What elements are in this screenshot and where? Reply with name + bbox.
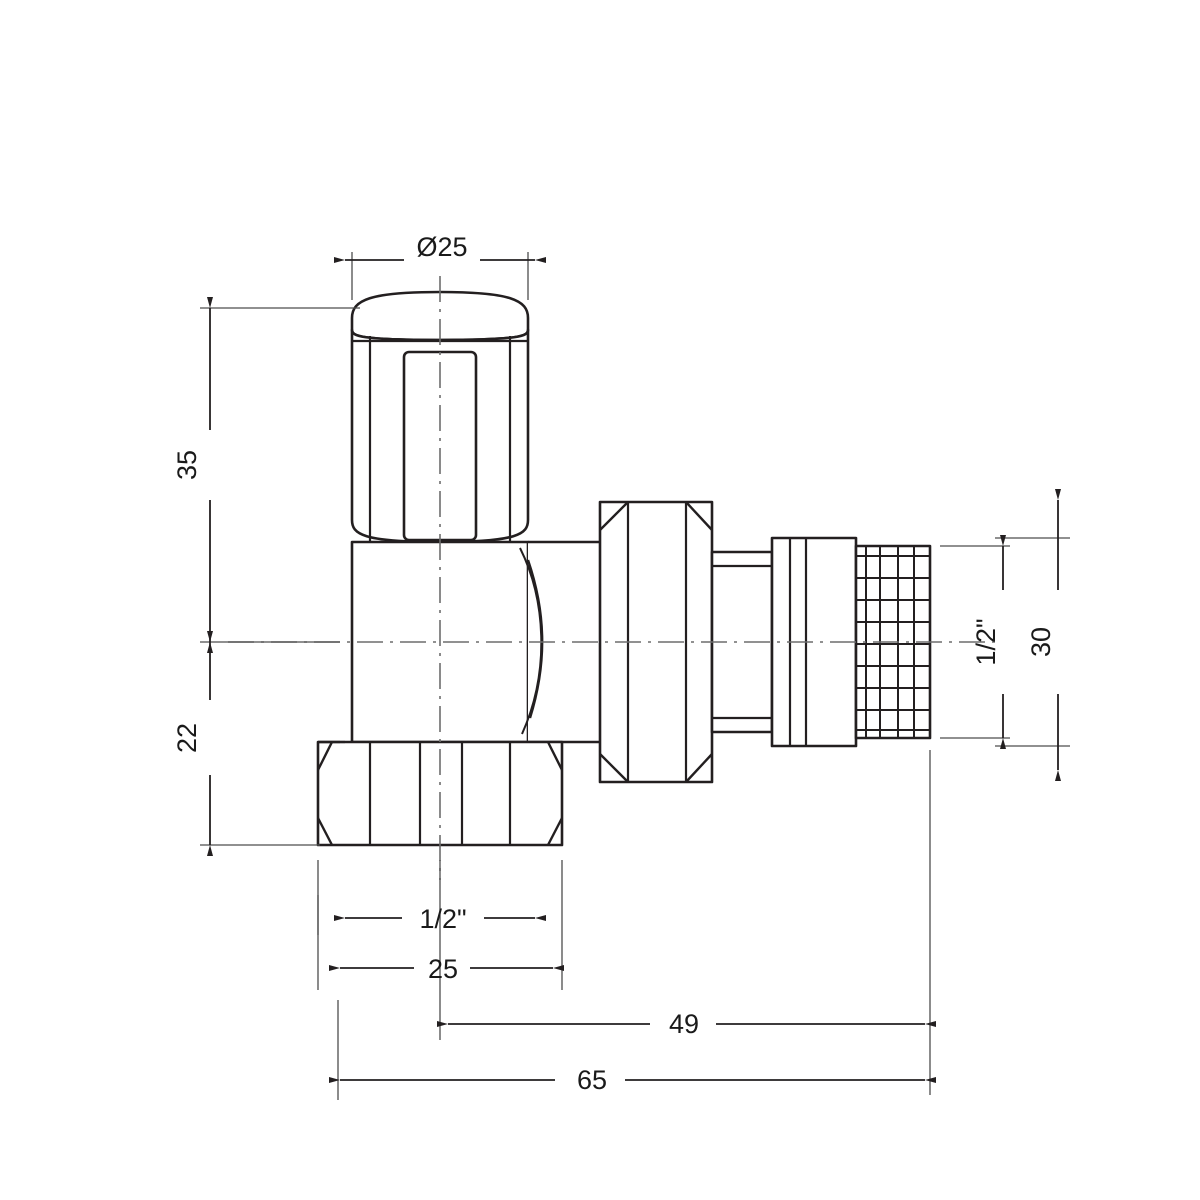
dimension-label-height-right: 30: [1026, 626, 1056, 658]
dimension-label-height-lower: 22: [172, 722, 202, 754]
dimension-label-length-total: 65: [576, 1065, 608, 1095]
dimension-label-thread-right: 1/2": [971, 618, 1001, 666]
dimension-label-thread-bottom: 1/2": [419, 904, 467, 934]
dimension-label-width-bottom: 25: [427, 954, 459, 984]
dimension-label-length-mid: 49: [668, 1009, 700, 1039]
dimension-label-diameter-top: Ø25: [416, 232, 468, 262]
dimension-label-height-upper: 35: [172, 449, 202, 481]
valve-body-geometry: [318, 292, 930, 845]
